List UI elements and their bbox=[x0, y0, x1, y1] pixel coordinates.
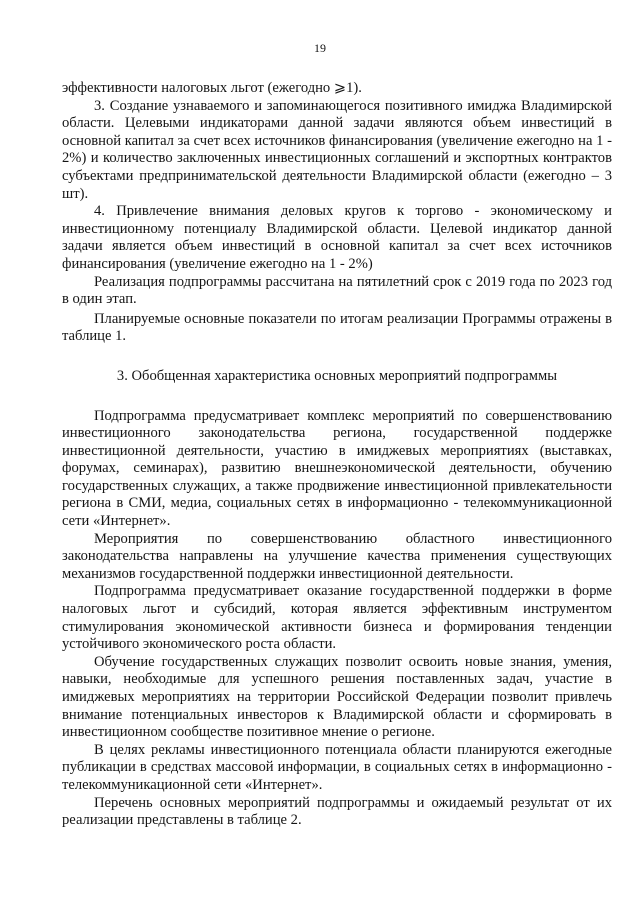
paragraph-planned-indicators: Планируемые основные показатели по итогам реализации Программы отражены в таблице 1. bbox=[62, 310, 612, 345]
paragraph-continuation: эффективности налоговых льгот (ежегодно ⩾1). bbox=[62, 80, 362, 96]
paragraph-training: Обучение государственных служащих позволит освоить новые знания, умения, навыки, необходимые для успешного решения поставленных задач, участие в имиджевых мероприятиях на территории Российской Федерации позволит привлечь внимание потенциальных инвесторов к Владимирской области и сформировать в инвестиционном сообществе позитивное мнение о регионе. bbox=[62, 653, 612, 741]
paragraph-task-3: 3. Создание узнаваемого и запоминающегося позитивного имиджа Владимирской области. Целевыми индикаторами данной задачи являются объем инвестиций в основной капитал за счет всех источников финансирования (увеличение ежегодно на 1 - 2%) и количество заключенных инвестиционных соглашений и экспортных контрактов субъектами предпринимательской деятельности Владимирской области (ежегодно – 3 шт). bbox=[62, 97, 612, 202]
page-number: 19 bbox=[314, 41, 326, 55]
paragraph-legislation-measures: Мероприятия по совершенствованию областного инвестиционного законодательства направлены на улучшение качества применения существующих механизмов государственной поддержки инвестиционной деятельности. bbox=[62, 530, 612, 582]
paragraph-subprogram-complex: Подпрограмма предусматривает комплекс мероприятий по совершенствованию инвестиционного законодательства региона, государственной поддержке инвестиционной деятельности, участию в имиджевых мероприятиях (выставках, форумах, семинарах), развитию внешнеэкономической деятельности, обучению государственных служащих, а также продвижение инвестиционной привлекательности региона в СМИ, медиа, социальных сетях в информационно - телекоммуникационной сети «Интернет». bbox=[62, 407, 612, 530]
page-content bbox=[62, 80, 612, 830]
paragraph-advertising: В целях рекламы инвестиционного потенциала области планируются ежегодные публикации в средствах массовой информации, в социальных сетях в информационно - телекоммуникационной сети «Интернет». bbox=[62, 741, 612, 793]
paragraph-task-4: 4. Привлечение внимания деловых кругов к торгово - экономическому и инвестиционному потенциалу Владимирской области. Целевой индикатор данной задачи является объем инвестиций в основной капитал за счет всех источников финансирования (увеличение ежегодно на 1 - 2%) bbox=[62, 203, 612, 272]
paragraph-list-of-measures: Перечень основных мероприятий подпрограммы и ожидаемый результат от их реализации представлены в таблице 2. bbox=[62, 794, 612, 829]
paragraph-implementation-period: Реализация подпрограммы рассчитана на пятилетний срок с 2019 года по 2023 год в один этап. bbox=[62, 273, 612, 308]
paragraph-state-support: Подпрограмма предусматривает оказание государственной поддержки в форме налоговых льгот и субсидий, которая является эффективным инструментом стимулирования экономической активности бизнеса и формирования тенденции устойчивого экономического роста области. bbox=[62, 583, 612, 653]
section-heading: 3. Обобщенная характеристика основных мероприятий подпрограммы bbox=[116, 367, 558, 384]
